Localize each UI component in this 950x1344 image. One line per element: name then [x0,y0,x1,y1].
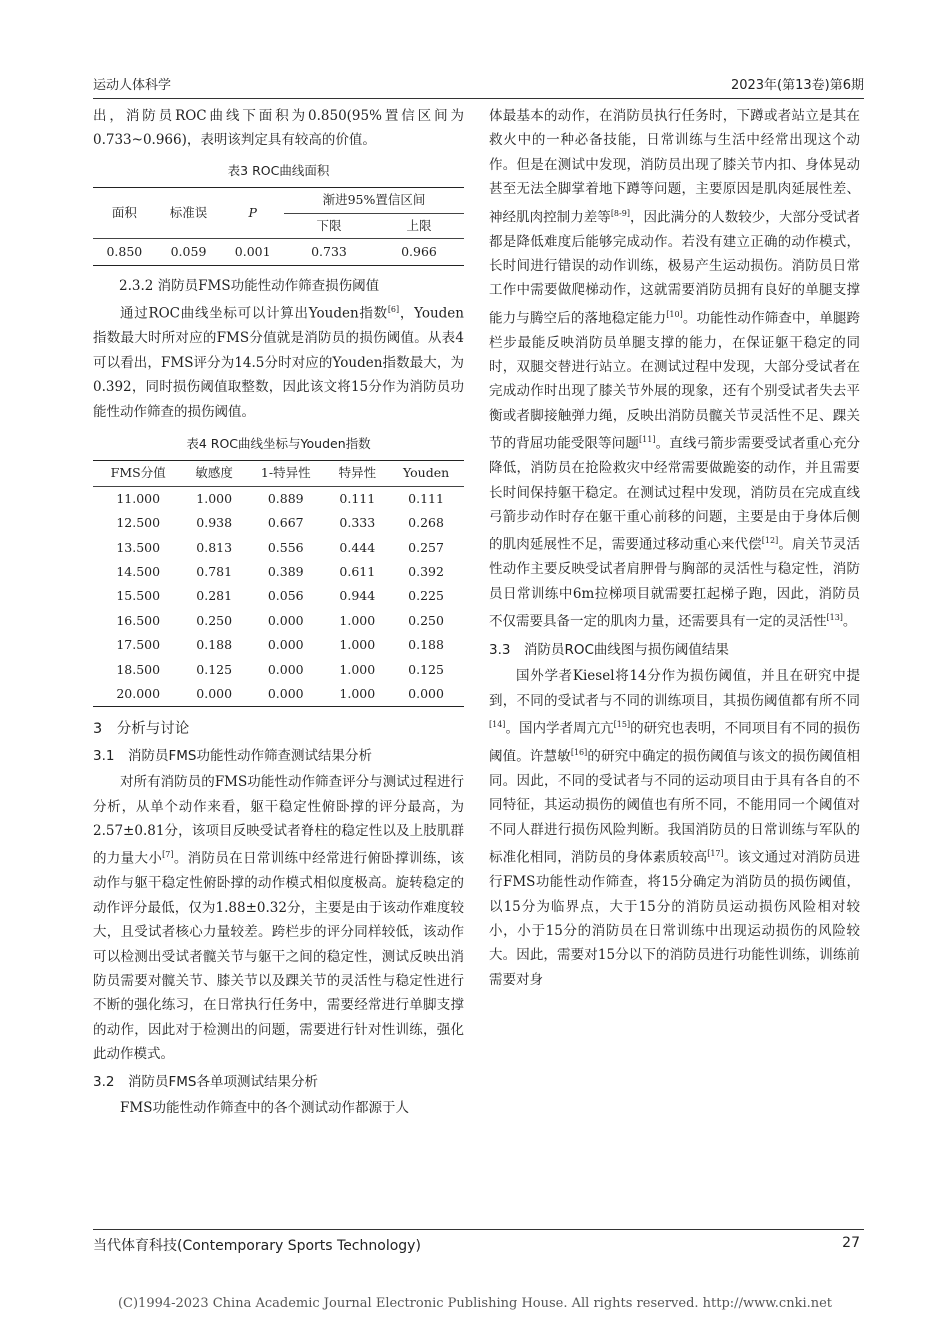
citation: [15] [613,720,631,730]
table-cell: 0.333 [339,515,376,531]
table-cell: 0.611 [339,564,376,579]
text-run: ，Youden指数最大时所对应的FMS分值就是消防员的损伤阈值。从表4可以看出，FMS评分为14.5分时对应的Youden指数最大，为0.392，同时损伤阈值取整数，因此该文将15分作为消防员功能性动作筛查的损伤阈值。 [93,305,464,420]
intro-paragraph: 出，消防员ROC曲线下面积为0.850(95%置信区间为0.733~0.966)，表明该判定具有较高的价值。 [93,108,464,149]
text-run: 。直线弓箭步需要受试者重心充分降低，消防员在抢险救灾中经常需要做跪姿的动作，并且需要长时间保持躯干稳定。在测试过程中发现，消防员在完成直线弓箭步动作时存在躯干重心前移的问题，主要是由于身体后侧的肌肉延展性不足，需要通过移动重心来代偿 [489,435,861,553]
table-cell: 15.500 [116,588,161,604]
table-cell: 0.000 [196,686,233,702]
table-cell: 0.938 [196,515,233,531]
table-cell: 0.850 [93,239,156,266]
table-cell: 0.125 [196,661,233,677]
text-run: 。功能性动作筛查中，单腿跨栏步最能反映消防员单腿支撑的能力，在保证躯干稳定的同时，双腿交替进行站立。在测试过程中发现，大部分受试者在完成动作时出现了膝关节外展的现象，还有个别受试者失去平衡或者脚接触弹力绳，反映出消防员髋关节灵活性不足、踝关节的背屈功能受限等问题 [489,310,861,452]
table4-caption: 表4 ROC曲线坐标与Youden指数 [186,435,371,451]
citation: [8-9] [610,208,630,218]
table4-body [93,486,464,707]
page-number: 27 [842,1235,860,1251]
table-cell: 0.250 [196,612,233,628]
table-cell: 0.111 [408,490,444,506]
table3-header: 面积 [111,204,137,220]
citation: [16] [570,748,588,758]
citation: [12] [761,536,779,546]
table-cell: 0.250 [408,612,444,628]
section-2-3-2-title: 2.3.2 消防员FMS功能性动作筛查损伤阈值 [119,278,380,295]
table3-header: P [248,204,257,220]
section-3-title: 3 分析与讨论 [93,721,190,738]
text-run: 体最基本的动作，在消防员执行任务时，下蹲或者站立是其在救火中的一种必备技能，日常训练与生活中经常出现这个动作。但是在测试中发现，消防员出现了膝关节内扣、身体晃动甚至无法全脚掌着地下蹲等问题，主要原因是肌肉延展性差、神经肌肉控制力差等 [489,108,860,226]
table-cell: 0.733 [284,239,374,266]
table-row [93,609,464,633]
table-cell: 0.268 [408,515,444,531]
running-header-journal: 运动人体科学 [93,78,172,93]
running-header-issue: 2023年(第13卷)第6期 [730,78,864,93]
text-run: 的研究也表明，不同项目有不同的损伤阈值。许慧敏 [489,720,861,765]
text-run: 的研究中确定的损伤阈值与该文的损伤阈值相同。因此，不同的受试者与不同的运动项目由于具有各自的不同特征，其运动损伤的阈值也有所不同，不能用同一个阈值对不同人群进行损伤风险判断。我国消防员的日常训练与军队的标准化相同，消防员的身体素质较高 [489,748,861,866]
text-run: 。该文通过对消防员进行FMS功能性动作筛查，将15分确定为消防员的损伤阈值，以15分为临界点，大于15分的消防员运动损伤风险相对较小，小于15分的消防员在日常训练中出现运动损伤的风险较大。因此，需要对15分以下的消防员进行功能性训练，训练前需要对身 [489,849,861,988]
table-row [93,658,464,682]
table-cell: 0.556 [267,539,304,555]
table-cell: 0.444 [339,539,376,555]
text-run: 通过ROC曲线坐标可以计算出Youden指数 [120,305,388,322]
table-cell: 0.966 [374,239,464,266]
table-cell: 0.667 [267,515,304,531]
table-cell: 0.001 [221,239,284,266]
table-cell: 0.781 [196,564,233,579]
table-cell: 14.500 [116,564,161,579]
table-cell: 12.500 [116,515,161,531]
table4-header: Youden [388,461,464,486]
footer-rule [93,1229,864,1230]
table-row [93,511,464,535]
table4-header: 1-特异性 [245,461,327,486]
table4-header: 特异性 [327,461,389,486]
text-run: 。肩关节灵活性动作主要反映受试者肩胛骨与胸部的灵活性与稳定性，消防员日常训练中6m拉梯项目就需要扛起梯子跑，因此，消防员不仅需要具备一定的肌肉力量，还需要具有一定的灵活性 [489,536,861,630]
text-run: 对所有消防员的FMS功能性动作筛查评分与测试过程进行分析，从单个动作来看，躯干稳定性俯卧撑的评分最高，为2.57±0.81分，该项目反映受试者脊柱的稳定性以及上肢肌群的力量大小 [93,774,464,867]
section-3-1-paragraph [93,770,464,1066]
table-cell: 13.500 [116,539,161,555]
table-cell: 0.000 [267,661,304,677]
table3 [93,187,464,266]
table-cell: 0.225 [408,588,444,604]
table-cell: 1.000 [339,612,376,628]
table-cell: 17.500 [116,637,161,653]
table-cell: 1.000 [339,661,376,677]
table-cell: 1.000 [339,637,376,653]
table-cell: 0.392 [408,564,444,579]
table-cell: 18.500 [116,661,161,677]
table-cell: 1.000 [196,490,233,506]
citation: [11] [639,435,656,445]
table-cell: 0.125 [408,661,444,677]
text-run: 国外学者Kiesel将14分作为损伤阈值，并且在研究中提到，不同的受试者与不同的训练项目，其损伤阈值都有所不同 [489,668,860,709]
table-cell: 16.500 [116,612,161,628]
citation: [10] [666,309,683,319]
table4-header: 敏感度 [183,461,245,486]
table3-caption: 表3 ROC曲线面积 [227,162,330,178]
right-column [489,104,860,992]
table-cell: 0.000 [267,612,304,628]
table-cell: 0.059 [156,239,222,266]
table-row [93,560,464,584]
header-rule [93,98,864,99]
table4 [93,460,464,707]
citation: [7] [162,850,174,860]
table-cell: 0.188 [408,637,444,653]
continued-paragraph [489,104,860,634]
table-cell: 0.000 [408,686,444,702]
section-3-2-paragraph: FMS功能性动作筛查中的各个测试动作都源于人 [120,1100,409,1117]
text-run: 。 [842,613,857,630]
section-3-3-title: 3.3 消防员ROC曲线图与损伤阈值结果 [489,642,729,659]
table-cell: 0.257 [408,539,444,555]
section-2-3-2-paragraph [93,298,464,424]
table-row [93,633,464,657]
table-cell: 0.188 [196,637,233,653]
text-run: ，因此满分的人数较少，大部分受试者都是降低难度后能够完成动作。若没有建立正确的动作模式，长时间进行错误的动作训练，极易产生运动损伤。消防员日常工作中需要做爬梯动作，这就需要消防员拥有良好的单腿支撑能力与腾空后的落地稳定能力 [489,209,861,327]
table-cell: 0.944 [339,588,376,604]
citation: [6] [387,305,400,315]
table3-subheader: 下限 [316,217,342,233]
table-cell: 0.889 [267,490,304,506]
citation: [14] [489,720,506,730]
table-cell: 11.000 [116,490,161,506]
table-cell: 0.813 [196,539,233,555]
section-3-3-paragraph [489,664,860,992]
copyright-notice: (C)1994-2023 China Academic Journal Electronic Publishing House. All rights reserved. http://www.cnki.net [117,1296,833,1311]
text-run: 。消防员在日常训练中经常进行俯卧撑训练，该动作与躯干稳定性俯卧撑的动作模式相似度极高。旋转稳定的动作评分最低，仅为1.88±0.32分，主要是由于该动作难度较大，且受试者核心力量较差。跨栏步的评分同样较低，该动作可以检测出受试者髋关节与躯干之间的稳定性，测试反映出消防员需要对髋关节、膝关节以及踝关节的灵活性与稳定性进行不断的强化练习，在日常执行任务中，需要经常进行单脚支撑的动作，因此对于检测出的问题，需要进行针对性训练，强化此动作模式。 [93,850,465,1063]
table3-header: 渐进95%置信区间 [284,188,464,213]
table-row [93,682,464,707]
left-column [93,104,464,1120]
table3-subheader: 上限 [406,217,432,233]
citation: [13] [826,613,843,623]
footer-journal: 当代体育科技(Contemporary Sports Technology) [93,1238,421,1254]
table-row [93,536,464,560]
table-cell: 0.056 [267,588,304,604]
table-row [93,486,464,511]
section-3-1-title: 3.1 消防员FMS功能性动作筛查测试结果分析 [93,747,372,764]
table-cell: 0.389 [267,564,304,579]
text-run: 。国内学者周亢亢 [505,720,614,737]
table3-header: 标准误 [169,204,208,220]
table-row [93,584,464,608]
table-cell: 0.000 [267,637,304,653]
section-3-2-title: 3.2 消防员FMS各单项测试结果分析 [93,1073,318,1090]
table-cell: 0.000 [267,686,304,702]
table4-header: FMS分值 [93,461,183,486]
table-row [93,239,464,266]
table-cell: 0.111 [339,490,376,506]
table-cell: 0.281 [196,588,233,604]
table-cell: 20.000 [116,686,161,702]
citation: [17] [707,849,724,859]
table-cell: 1.000 [339,686,376,702]
